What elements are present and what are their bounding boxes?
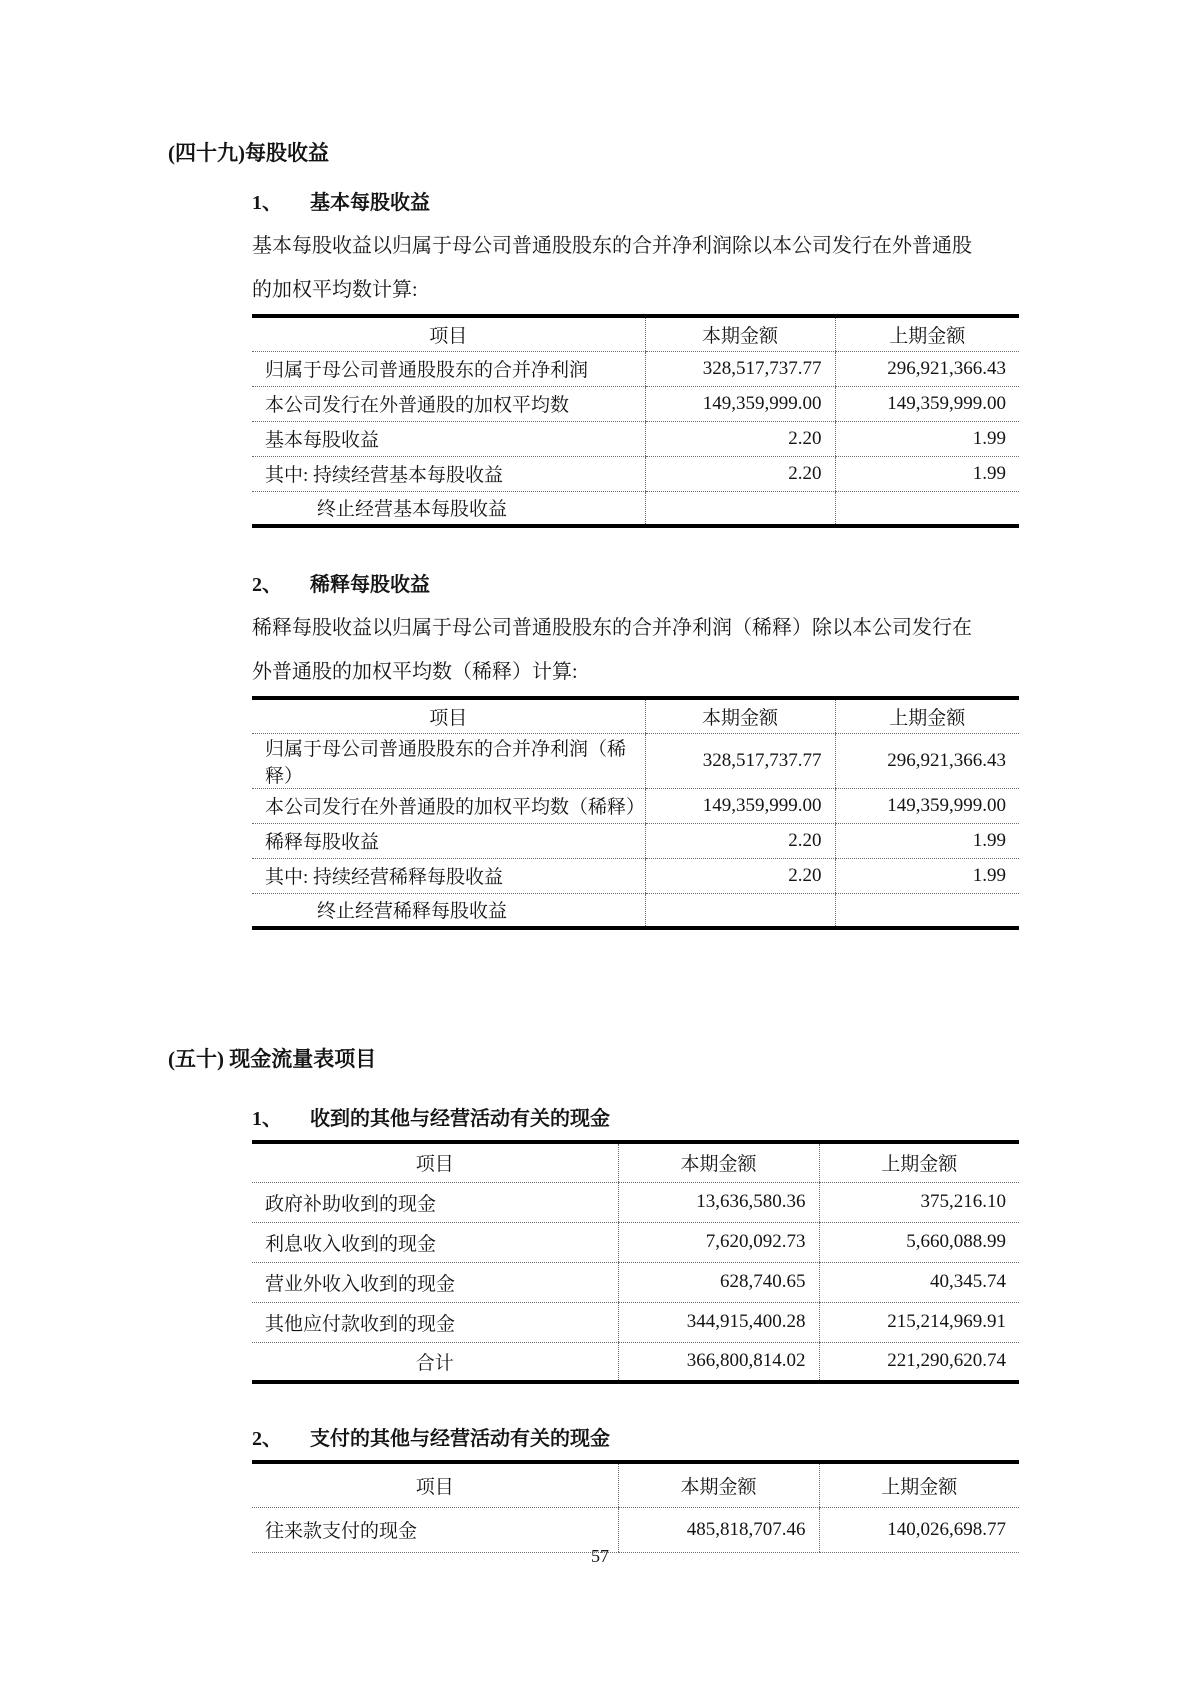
- column-header: 本期金额: [618, 1462, 819, 1507]
- table-cell: 1.99: [835, 858, 1019, 893]
- paragraph-line: 稀释每股收益以归属于母公司普通股股东的合并净利润（稀释）除以本公司发行在: [252, 617, 972, 639]
- table-row: [252, 1222, 1019, 1262]
- basic-eps-paragraph: [252, 224, 1200, 312]
- table-cell: [835, 893, 1019, 928]
- table-cell: 合计: [252, 1342, 618, 1382]
- column-header: 项目: [252, 316, 645, 351]
- column-header: 本期金额: [618, 1142, 819, 1182]
- table-cell: 其中: 持续经营稀释每股收益: [252, 858, 645, 893]
- heading-number: 2、: [252, 574, 282, 596]
- table-row: [252, 858, 1019, 893]
- heading-other-cash-paid: [252, 1426, 1200, 1452]
- other-cash-paid-table: [252, 1460, 1019, 1553]
- table-cell: 40,345.74: [819, 1262, 1019, 1302]
- table-cell: 政府补助收到的现金: [252, 1182, 618, 1222]
- table-header-row: [252, 316, 1019, 351]
- table-cell: 328,517,737.77: [645, 351, 835, 386]
- table-header-row: [252, 1462, 1019, 1507]
- table-cell: 归属于母公司普通股股东的合并净利润（稀释）: [252, 733, 645, 788]
- table-cell: 基本每股收益: [252, 421, 645, 456]
- heading-diluted-eps: [252, 572, 1200, 598]
- table-cell: 利息收入收到的现金: [252, 1222, 618, 1262]
- table-cell: 215,214,969.91: [819, 1302, 1019, 1342]
- heading-basic-eps: [252, 190, 1200, 216]
- table-cell: [645, 893, 835, 928]
- heading-number: 1、: [252, 1108, 282, 1130]
- table-cell: 221,290,620.74: [819, 1342, 1019, 1382]
- column-header: 本期金额: [645, 698, 835, 733]
- heading-text: 稀释每股收益: [310, 574, 430, 596]
- table-cell: 本公司发行在外普通股的加权平均数: [252, 386, 645, 421]
- table-cell: 终止经营稀释每股收益: [252, 893, 645, 928]
- column-header: 上期金额: [835, 698, 1019, 733]
- table-cell: 628,740.65: [618, 1262, 819, 1302]
- table-row: [252, 421, 1019, 456]
- heading-text: 基本每股收益: [310, 192, 430, 214]
- table-cell: 344,915,400.28: [618, 1302, 819, 1342]
- table-cell: 稀释每股收益: [252, 823, 645, 858]
- table-row: [252, 456, 1019, 491]
- table-cell: 149,359,999.00: [645, 788, 835, 823]
- heading-text: 收到的其他与经营活动有关的现金: [310, 1108, 610, 1130]
- heading-number: 1、: [252, 192, 282, 214]
- table-cell: 149,359,999.00: [835, 788, 1019, 823]
- column-header: 本期金额: [645, 316, 835, 351]
- table-cell: [835, 491, 1019, 526]
- table-header-row: [252, 1142, 1019, 1182]
- table-cell: 7,620,092.73: [618, 1222, 819, 1262]
- table-cell: 2.20: [645, 456, 835, 491]
- heading-number: 2、: [252, 1428, 282, 1450]
- section-50-title: (五十) 现金流量表项目: [168, 1047, 377, 1071]
- table-cell: 149,359,999.00: [645, 386, 835, 421]
- table-row: [252, 1182, 1019, 1222]
- table-row: [252, 386, 1019, 421]
- table-cell: 1.99: [835, 421, 1019, 456]
- table-cell: 1.99: [835, 456, 1019, 491]
- table-cell: 1.99: [835, 823, 1019, 858]
- heading-other-cash-received: [252, 1106, 1200, 1132]
- table-row: [252, 893, 1019, 928]
- column-header: 上期金额: [819, 1142, 1019, 1182]
- table-cell: 5,660,088.99: [819, 1222, 1019, 1262]
- table-cell: 375,216.10: [819, 1182, 1019, 1222]
- table-row: [252, 1302, 1019, 1342]
- paragraph-line: 的加权平均数计算:: [252, 279, 418, 301]
- table-cell: 485,818,707.46: [618, 1507, 819, 1552]
- basic-eps-table: [252, 314, 1019, 528]
- table-cell: [645, 491, 835, 526]
- diluted-eps-table: [252, 696, 1019, 930]
- table-row: [252, 733, 1019, 788]
- table-row: [252, 491, 1019, 526]
- table-cell: 其他应付款收到的现金: [252, 1302, 618, 1342]
- table-row: [252, 1262, 1019, 1302]
- column-header: 上期金额: [835, 316, 1019, 351]
- diluted-eps-paragraph: [252, 606, 1200, 694]
- heading-text: 支付的其他与经营活动有关的现金: [310, 1428, 610, 1450]
- table-row: [252, 351, 1019, 386]
- table-row: [252, 788, 1019, 823]
- table-cell: 296,921,366.43: [835, 351, 1019, 386]
- page-number: 57: [591, 1546, 609, 1566]
- paragraph-line: 基本每股收益以归属于母公司普通股股东的合并净利润除以本公司发行在外普通股: [252, 235, 972, 257]
- table-cell: 149,359,999.00: [835, 386, 1019, 421]
- table-cell: 296,921,366.43: [835, 733, 1019, 788]
- table-row: [252, 823, 1019, 858]
- table-cell: 终止经营基本每股收益: [252, 491, 645, 526]
- column-header: 项目: [252, 698, 645, 733]
- other-cash-received-table: [252, 1140, 1019, 1384]
- table-cell: 140,026,698.77: [819, 1507, 1019, 1552]
- table-cell: 本公司发行在外普通股的加权平均数（稀释）: [252, 788, 645, 823]
- table-cell: 往来款支付的现金: [252, 1507, 618, 1552]
- table-cell: 13,636,580.36: [618, 1182, 819, 1222]
- table-cell: 营业外收入收到的现金: [252, 1262, 618, 1302]
- table-cell: 2.20: [645, 421, 835, 456]
- section-49-title: (四十九)每股收益: [168, 141, 329, 165]
- table-cell: 2.20: [645, 823, 835, 858]
- column-header: 项目: [252, 1142, 618, 1182]
- table-cell: 2.20: [645, 858, 835, 893]
- table-cell: 366,800,814.02: [618, 1342, 819, 1382]
- table-header-row: [252, 698, 1019, 733]
- table-cell: 其中: 持续经营基本每股收益: [252, 456, 645, 491]
- column-header: 上期金额: [819, 1462, 1019, 1507]
- table-row: [252, 1342, 1019, 1382]
- table-cell: 归属于母公司普通股股东的合并净利润: [252, 351, 645, 386]
- table-cell: 328,517,737.77: [645, 733, 835, 788]
- column-header: 项目: [252, 1462, 618, 1507]
- paragraph-line: 外普通股的加权平均数（稀释）计算:: [252, 661, 578, 683]
